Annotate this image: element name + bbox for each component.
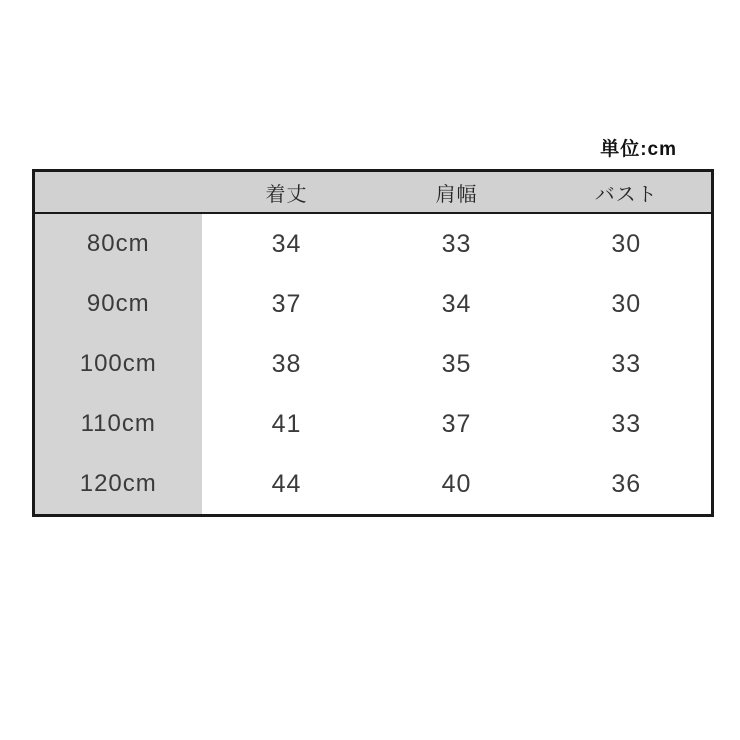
shoulder-value-cell: 34 <box>372 274 542 334</box>
shoulder-value-cell: 40 <box>372 454 542 516</box>
table-row-120cm <box>34 454 713 516</box>
bust-value-cell: 30 <box>542 213 713 274</box>
size-label-cell: 90cm <box>34 274 202 334</box>
shoulder-value-cell: 33 <box>372 213 542 274</box>
length-value-cell: 38 <box>202 334 372 394</box>
length-value-cell: 34 <box>202 213 372 274</box>
length-value-cell: 44 <box>202 454 372 516</box>
length-value-cell: 41 <box>202 394 372 454</box>
column-header-length: 着丈 <box>202 171 372 214</box>
size-label-cell: 110cm <box>34 394 202 454</box>
bust-value-cell: 30 <box>542 274 713 334</box>
size-label-cell: 100cm <box>34 334 202 394</box>
table-row-110cm <box>34 394 713 454</box>
column-header-bust: バスト <box>542 171 713 214</box>
bust-value-cell: 33 <box>542 334 713 394</box>
shoulder-value-cell: 37 <box>372 394 542 454</box>
table-row-100cm <box>34 334 713 394</box>
unit-label: 単位:cm <box>600 139 677 160</box>
table-row-80cm <box>34 213 713 274</box>
column-header-size <box>34 171 202 214</box>
size-label-cell: 120cm <box>34 454 202 516</box>
column-header-shoulder-width: 肩幅 <box>372 171 542 214</box>
bust-value-cell: 33 <box>542 394 713 454</box>
table-row-90cm <box>34 274 713 334</box>
bust-value-cell: 36 <box>542 454 713 516</box>
size-chart-table <box>32 169 714 517</box>
table-header-row <box>34 171 713 214</box>
shoulder-value-cell: 35 <box>372 334 542 394</box>
size-label-cell: 80cm <box>34 213 202 274</box>
length-value-cell: 37 <box>202 274 372 334</box>
